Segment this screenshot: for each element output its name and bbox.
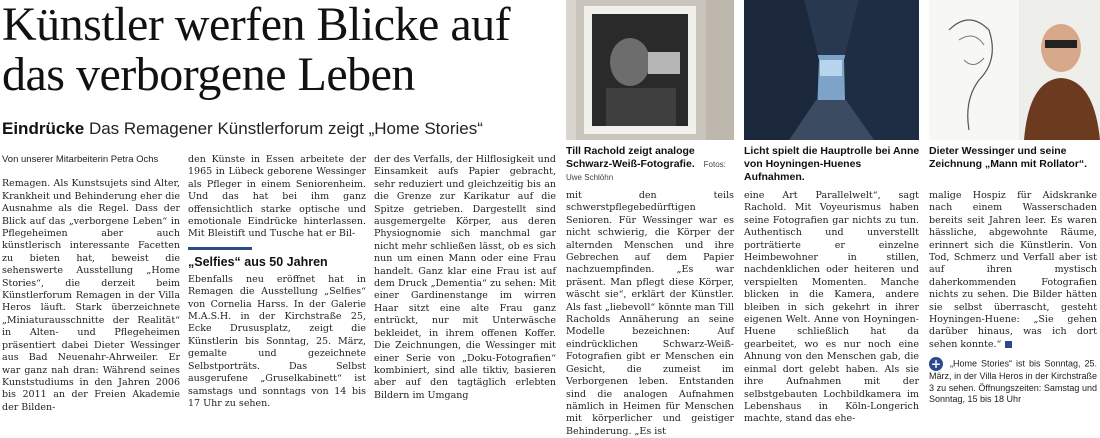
column-3-text: der des Verfalls, der Hilflosigkeit und Einsamkeit aufs Papier gebracht, sehr reduziert und gleichzeitig bis an die Grenze zur Karikatur auf die Spitze getrieben. Dargestellt sind ausgemergelte Körper, aus deren Physiognomie sich manchmal gar nicht mehr schließen lässt, ob es sich nun um einen Mann oder eine Frau handelt. Ganz klar eine Frau ist auf dem Druck „Dementia“ zu sehen: Mit einer Gardinenstange im wirren Haar sitzt eine alte Frau ganz entrückt, nur mit Unterwäsche bekleidet, in ihrem offenen Koffer. Die Zeichnungen, die Wessinger mit einer Serie von „Doku-Fotografien“ kombiniert, sind alle tiktiv, basieren aber auf den tagtäglich erlebten Bildern im Umgang (374, 154, 556, 401)
subhead-selfies: „Selfies“ aus 50 Jahren (188, 254, 328, 269)
photo-wessinger-image (929, 0, 1100, 140)
plus-circle-icon: + (930, 357, 942, 372)
article-column-4 (566, 190, 734, 437)
info-box (929, 357, 1097, 406)
kicker (2, 118, 562, 140)
article-column-5 (744, 190, 919, 424)
photo-rachold (566, 0, 734, 140)
article-column-2 (188, 154, 366, 424)
caption-photo-1-text: Till Rachold zeigt analoge Schwarz-Weiß-Fotografie. (566, 145, 695, 170)
caption-photo-1 (566, 145, 736, 184)
end-square-icon (1005, 341, 1012, 348)
info-text: „Home Stories“ ist bis Sonntag, 25. März, in der Villa Heros in der Kirchstraße 3 zu sehen. Öffnungszeiten: Samstag und Sonntag, 15 bis 18 Uhr (929, 358, 1097, 405)
photo-corridor-image (744, 0, 919, 140)
column-2-text-a: den Künste in Essen arbeitete der 1965 in Lübeck geborene Wessinger als Pfleger in einem Seniorenheim. Und das hat bei ihm ganz offensichtlich starke optische und emotionale Eindrücke hinterlassen. Mit Bleistift und Tusche hat er Bil- (188, 154, 366, 240)
column-2-text-b: Ebenfalls neu eröffnet hat in Remagen die Ausstellung „Selfies“ von Cornelia Harss. In der Galerie M.A.S.H. in der Kirchstraße 25, Ecke Drususplatz, zeigt die Künstlerin bis Sonntag, 25. März, gemalte und gezeichnete Selbstporträts. Das Selbst ausgerufene „Gruselkabinett“ ist samstags und sonntags von 14 bis 17 Uhr zu sehen. (188, 273, 366, 409)
byline: Von unserer Mitarbeiterin Petra Ochs (2, 154, 159, 165)
caption-photo-2: Licht spielt die Hauptrolle bei Anne von Hoyningen-Huenes Aufnahmen. (744, 145, 920, 183)
photo-credit: Fotos: Uwe Schlöhn (566, 160, 726, 182)
kicker-label: Eindrücke (2, 119, 85, 138)
column-1-text: Remagen. Als Kunstsujets sind Alter, Krankheit und Behinderung eher die Ausnahme als die Regel. Dass der Blick auf das „verborgene Leben“ in Pflegeheimen aber auch künstlerisch interessante Facetten zu bieten hat, beweist die sehenswerte Ausstellung „Home Stories“, die derzeit beim Künstlerforum Remagen in der Villa Heros läuft. Stark überzeichnete „Miniaturausschnitte der Realität“ in Alten- und Pflegeheimen präsentiert dabei Dieter Wessinger aus Bad Neuenahr-Ahrweiler. Er war ganz nah dran: Während seines Kunststudiums in den Jahren 2006 bis 2011 an der Freien Akademie der Bilden- (2, 178, 180, 413)
photo-rachold-image (566, 0, 734, 140)
caption-photo-3: Dieter Wessinger und seine Zeichnung „Mann mit Rollator“. (929, 145, 1088, 170)
article-column-1 (2, 154, 180, 424)
column-6-text (929, 190, 1097, 351)
column-4-text: mit den teils schwerstpflegebedürftigen Senioren. Für Wessinger war es nicht schwierig, die Körper der alternden Menschen und ihre Gebrechen auf dem Papier nachzuempfinden. „Es war präsent. Man pflegt diese Körper, wäscht sie“, erklärt der Künstler. Als fast „liebevoll“ könnte man Till Racholds Annäherung an seine Modelle bezeichnen: Auf eindrücklichen Schwarz-Weiß-Fotografien gibt er Menschen ein Gesicht, die zumeist im Verborgenen leben. Entstanden sind die analogen Aufnahmen nämlich in Heimen für Menschen mit körperlicher und geistiger Behinderung. „Es ist (566, 190, 734, 437)
subhead-rule (188, 247, 252, 250)
headline: Künstler werfen Blicke auf das verborgene Leben (2, 0, 511, 101)
column-6-body: malige Hospiz für Aidskranke nach einem Wasserschaden bereits seit Jahren leer. Es waren hässliche, abgewohnte Räume, erinnert sich die Künstlerin. Von Tod, Schmerz und Verfall aber ist auf ihren mystisch daherkommenden Fotografien nichts zu sehen. Die Bilder hätten sie selbst überrascht, gesteht Hoyningen-Huene: „Sie gehen darüber hinaus, was ich dort sehen konnte.“ (929, 190, 1097, 350)
photo-corridor (744, 0, 919, 140)
photo-wessinger (929, 0, 1100, 140)
column-5-text: eine Art Parallelwelt“, sagt Rachold. Mit Voyeurismus haben seine Fotografien gar nichts zu tun. Authentisch und unverstellt porträtierte er einzelne Heimbewohner in stillen, nachdenklichen oder heiteren und verspielten Momenten. Manche blicken in die Kamera, andere bleiben in sich gekehrt in ihrer eigenen Welt. Anne von Hoyningen-Huene schließlich hat da gearbeitet, wo es nur noch eine Ahnung von den Menschen gab, die einmal dort gelebt haben. Als sie ihre Aufnahmen mit der selbstgebauten Lochbildkamera im Lebenshaus in Köln-Longerich machte, stand das ehe- (744, 190, 919, 425)
article-column-6 (929, 190, 1097, 424)
article-column-3 (374, 154, 556, 424)
kicker-text: Das Remagener Künstlerforum zeigt „Home Stories“ (88, 119, 483, 138)
